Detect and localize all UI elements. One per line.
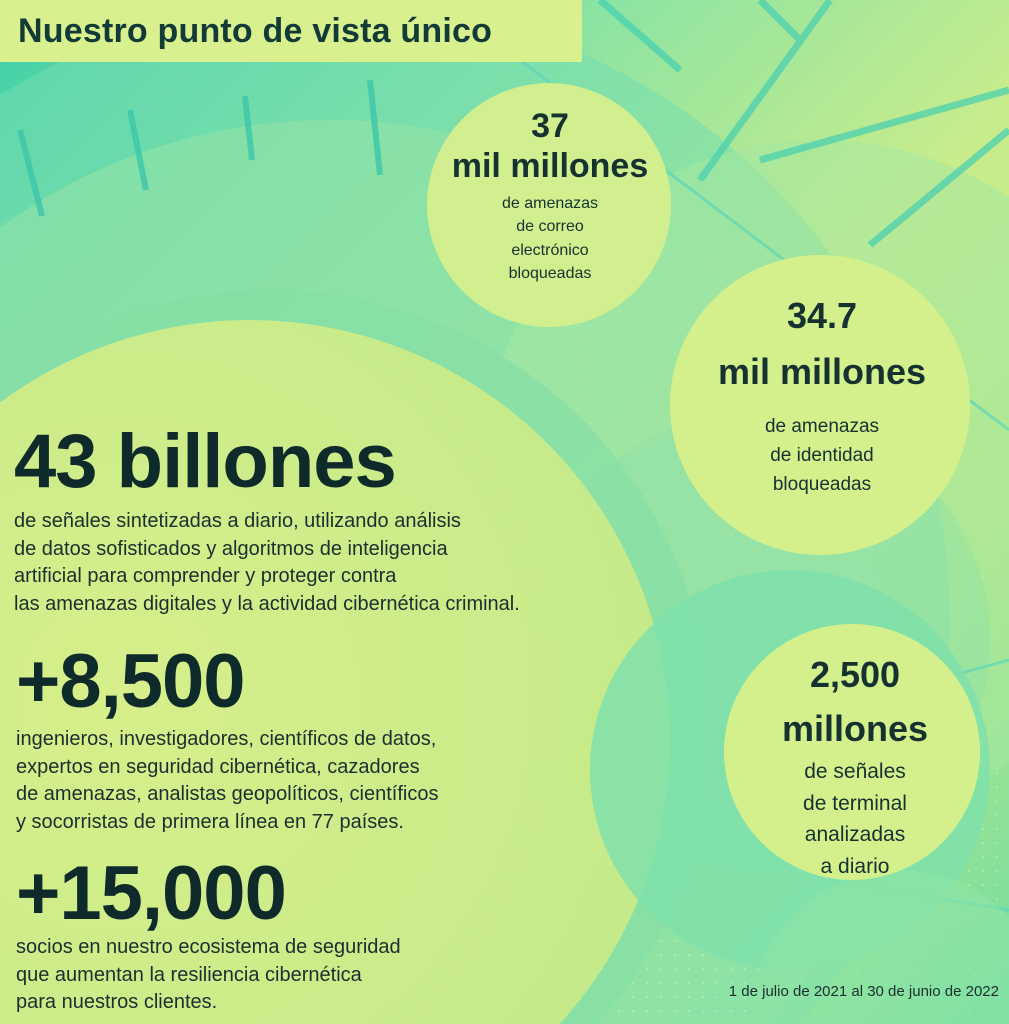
date-range-footnote: 1 de julio de 2021 al 30 de junio de 2022 bbox=[728, 983, 999, 1000]
experts-number: +8,500 bbox=[16, 639, 245, 724]
experts-line: de amenazas, analistas geopolíticos, científicos bbox=[16, 783, 439, 806]
signals-line: artificial para comprender y proteger contra bbox=[14, 565, 397, 588]
endpoint-signals-number: 2,500 bbox=[809, 654, 901, 695]
signals-line: de datos sofisticados y algoritmos de inteligencia bbox=[14, 537, 448, 560]
experts-line: ingenieros, investigadores, científicos de datos, bbox=[16, 728, 437, 750]
identity-threats-unit: mil millones bbox=[717, 350, 927, 392]
identity-threats-number: 34.7 bbox=[786, 295, 858, 336]
experts-line: y socorristas de primera línea en 77 países. bbox=[16, 810, 404, 833]
identity-threats-line: bloqueadas bbox=[772, 474, 872, 496]
partners-block bbox=[16, 851, 401, 1017]
experts-block bbox=[16, 639, 439, 836]
experts-line: expertos en seguridad cibernética, cazadores bbox=[16, 755, 420, 778]
partners-line: que aumentan la resiliencia cibernética bbox=[16, 963, 362, 986]
email-threats-line: de amenazas bbox=[501, 195, 599, 213]
identity-threats-line: de amenazas bbox=[764, 415, 880, 437]
signals-line: de señales sintetizadas a diario, utilizando análisis bbox=[14, 510, 461, 532]
signals-line: las amenazas digitales y la actividad cibernética criminal. bbox=[14, 592, 520, 615]
endpoint-signals-line: de terminal bbox=[803, 791, 907, 815]
signals-number: 43 billones bbox=[14, 419, 396, 504]
partners-line: para nuestros clientes. bbox=[16, 991, 218, 1014]
endpoint-signals-bubble bbox=[730, 648, 980, 882]
email-threats-line: electrónico bbox=[511, 241, 589, 259]
title-bar bbox=[0, 0, 582, 62]
partners-number: +15,000 bbox=[16, 851, 286, 936]
signals-block bbox=[14, 419, 520, 618]
partners-line: socios en nuestro ecosistema de seguridad bbox=[16, 936, 401, 958]
endpoint-signals-line: de señales bbox=[804, 760, 906, 783]
email-threats-line: bloqueadas bbox=[508, 264, 592, 282]
email-threats-number: 37 bbox=[531, 107, 569, 145]
email-threats-bubble bbox=[427, 106, 673, 285]
email-threats-line: de correo bbox=[516, 218, 584, 236]
identity-threats-line: de identidad bbox=[770, 445, 874, 467]
email-threats-unit: mil millones bbox=[451, 147, 649, 186]
page-title: Nuestro punto de vista único bbox=[18, 11, 493, 50]
identity-threats-bubble bbox=[672, 288, 972, 500]
endpoint-signals-line: analizadas bbox=[804, 823, 906, 846]
endpoint-signals-unit: millones bbox=[781, 708, 929, 749]
endpoint-signals-line: a diario bbox=[820, 854, 890, 878]
